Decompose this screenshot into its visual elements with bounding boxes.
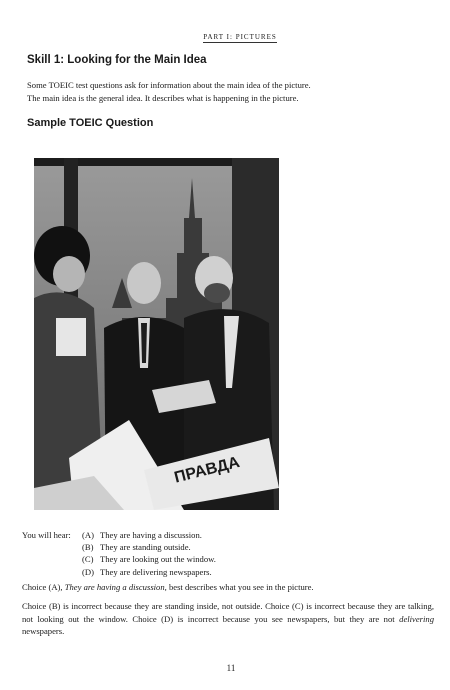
choice-row-a	[22, 529, 216, 541]
explanation-text: Choice (B) is incorrect because they are standing inside, not outside. Choice (C) is incorrect because they are talking, not looking out the window. Choice (D) is incorrect because you see newspapers, but they are not	[22, 601, 434, 624]
explanation-text: Choice (A),	[22, 582, 65, 592]
explanation-text: best describes what you see in the picture.	[166, 582, 314, 592]
explanation-emphasis: They are having a discussion,	[64, 582, 167, 592]
you-will-hear-label: You will hear:	[22, 530, 71, 540]
choice-text: They are having a discussion.	[100, 530, 202, 540]
answer-explanation	[22, 581, 434, 594]
explanation-emphasis: delivering	[399, 613, 434, 624]
newspaper-masthead: ПРАВДА	[172, 453, 242, 487]
skill-heading: Skill 1: Looking for the Main Idea	[27, 54, 207, 66]
choice-row-c	[22, 553, 216, 565]
choice-letter: (C)	[82, 554, 94, 565]
choice-text: They are standing outside.	[100, 542, 191, 553]
intro-line-1: Some TOEIC test questions ask for information about the main idea of the picture.	[27, 80, 311, 90]
intro-line-2: The main idea is the general idea. It describes what is happening in the picture.	[27, 93, 299, 103]
choice-letter: (B)	[82, 542, 94, 553]
listening-choices	[22, 529, 216, 578]
choice-letter: (A)	[82, 530, 94, 540]
intro-paragraph	[27, 79, 427, 105]
photo-illustration	[34, 158, 279, 510]
incorrect-choices-explanation	[22, 600, 434, 638]
explanation-text: newspapers.	[22, 626, 65, 636]
running-title: PART I: PICTURES	[203, 33, 277, 41]
choice-text: They are looking out the window.	[100, 554, 216, 565]
running-header	[0, 33, 450, 41]
page-number: 11	[226, 663, 236, 673]
choice-text: They are delivering newspapers.	[100, 566, 212, 577]
sample-photo	[34, 158, 279, 510]
choice-row-b	[22, 541, 216, 553]
sample-question-heading: Sample TOEIC Question	[27, 117, 154, 129]
choice-row-d	[22, 566, 216, 578]
choice-letter: (D)	[82, 566, 94, 577]
